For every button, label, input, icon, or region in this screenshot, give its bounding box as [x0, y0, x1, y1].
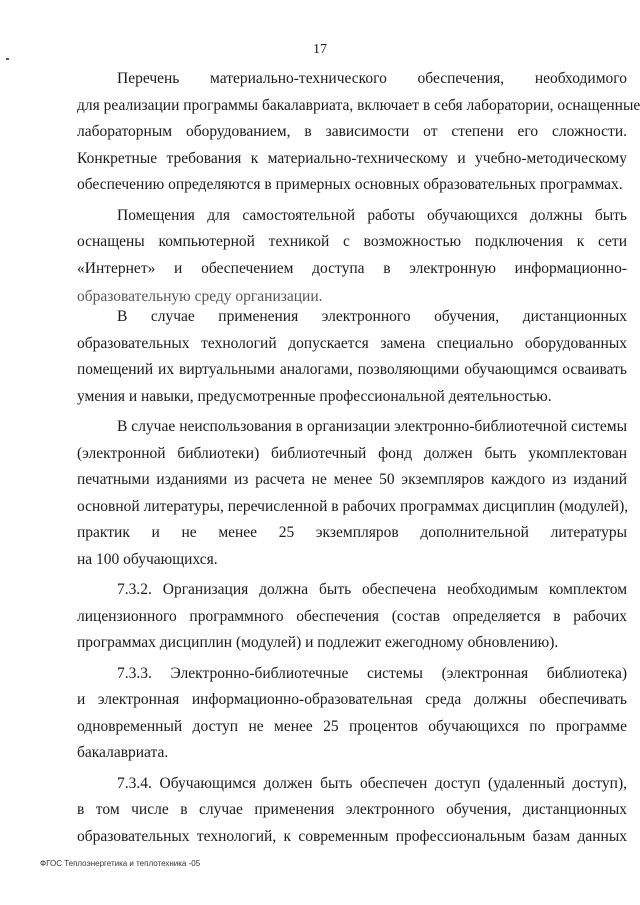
text-line: программах дисциплин (модулей) и подлежит ежегодному обновлению).: [77, 634, 559, 651]
text-line: основной литературы, перечисленной в рабочих программах дисциплин (модулей),: [77, 497, 629, 515]
paragraph-library-fund: [77, 414, 627, 573]
text-line: умения и навыки, предусмотренные профессиональной деятельностью.: [77, 387, 552, 405]
text-line: Перечень материально-технического обеспечения, необходимого: [117, 70, 627, 87]
paragraph-7-3-2: [77, 577, 627, 657]
paragraph-7-3-4: [77, 771, 627, 851]
text-line: лабораторным оборудованием, в зависимости от степени его сложности.: [77, 123, 627, 140]
text-line: 7.3.2. Организация должна быть обеспечена необходимым комплектом: [117, 581, 627, 598]
text-line: в том числе в случае применения электронного обучения, дистанционных: [77, 801, 627, 818]
page-number: 17: [313, 42, 327, 57]
text-line: образовательных технологий допускается замена специально оборудованных: [77, 334, 627, 352]
text-line: Помещения для самостоятельной работы обучающихся должны быть: [117, 206, 627, 224]
text-line: 7.3.4. Обучающимся должен быть обеспечен доступ (удаленный доступ),: [117, 774, 627, 792]
text-line-cut: образовательную среду организации.: [77, 288, 323, 305]
text-line: В случае неиспользования в организации электронно-библиотечной системы: [117, 418, 627, 435]
text-line: лицензионного программного обеспечения (состав определяется в рабочих: [77, 607, 627, 625]
text-line: обеспечению определяются в примерных основных образовательных программах.: [77, 176, 623, 193]
text-line: одновременный доступ не менее 25 процентов обучающихся по программе: [77, 717, 627, 735]
document-body: [77, 66, 640, 850]
text-line: образовательных технологий, к современным профессиональным базам данных: [77, 827, 627, 845]
paragraph-equipment: [77, 66, 640, 199]
text-line: В случае применения электронного обучения, дистанционных: [117, 308, 627, 325]
text-line: печатными изданиями из расчета не менее 50 экземпляров каждого из изданий: [77, 471, 627, 488]
text-line: бакалавриата.: [77, 744, 169, 761]
page-footer: ФГОС Теплоэнергетика и теплотехника -05: [40, 859, 201, 868]
text-line: и электронная информационно-образовательная среда должны обеспечивать: [77, 691, 627, 708]
text-line: практик и не менее 25 экземпляров дополнительной литературы: [77, 524, 627, 541]
text-line: на 100 обучающихся.: [77, 550, 218, 568]
text-line: оснащены компьютерной техникой с возможностью подключения к сети: [77, 233, 627, 250]
text-line: для реализации программы бакалавриата, включает в себя лаборатории, оснащенные: [77, 96, 640, 114]
text-line: Конкретные требования к материально-техническому и учебно-методическому: [77, 149, 627, 167]
text-line: помещений их виртуальными аналогами, позволяющими обучающимся осваивать: [77, 361, 627, 378]
text-line: 7.3.3. Электронно-библиотечные системы (электронная библиотека): [117, 664, 627, 682]
margin-mark: [6, 58, 9, 60]
text-line: (электронной библиотеки) библиотечный фонд должен быть укомплектован: [77, 444, 627, 462]
paragraph-7-3-3: [77, 661, 627, 767]
text-line: «Интернет» и обеспечением доступа в электронную информационно-: [77, 259, 627, 277]
paragraph-self-study-rooms: [77, 203, 627, 305]
paragraph-e-learning: [77, 304, 627, 410]
